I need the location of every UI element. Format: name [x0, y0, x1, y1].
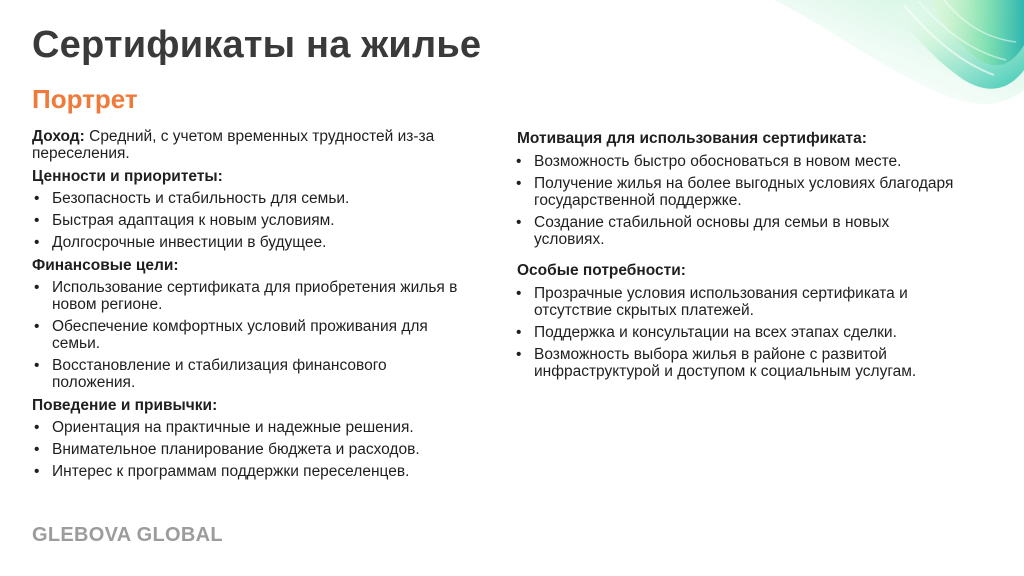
list-item: • Возможность быстро обосноваться в новом месте.: [514, 153, 954, 170]
list-item: • Получение жилья на более выгодных условиях благодаря государственной поддержке.: [514, 175, 954, 209]
financial-goals-list: [32, 279, 472, 391]
list-item: • Внимательное планирование бюджета и расходов.: [32, 441, 472, 458]
financial-goals-heading: Финансовые цели:: [32, 257, 179, 274]
list-item: • Безопасность и стабильность для семьи.: [32, 190, 472, 207]
list-item: • Использование сертификата для приобретения жилья в новом регионе.: [32, 279, 472, 313]
behavior-heading: Поведение и привычки:: [32, 397, 218, 414]
list-item: • Долгосрочные инвестиции в будущее.: [32, 234, 472, 251]
section-subtitle: Портрет: [32, 84, 138, 114]
left-column: [32, 128, 472, 486]
list-item: • Интерес к программам поддержки переселенцев.: [32, 463, 472, 480]
list-item: • Прозрачные условия использования сертификата и отсутствие скрытых платежей.: [514, 285, 954, 319]
list-item: • Обеспечение комфортных условий проживания для семьи.: [32, 318, 472, 352]
motivation-list: [514, 153, 954, 248]
behavior-list: [32, 419, 472, 480]
list-item: • Создание стабильной основы для семьи в новых условиях.: [514, 214, 954, 248]
special-needs-heading: Особые потребности:: [517, 262, 686, 279]
list-item: • Возможность выбора жилья в районе с развитой инфраструктурой и доступом к социальным услугам.: [514, 346, 954, 380]
right-column: [514, 130, 954, 386]
decorative-swirl-graphic: [694, 0, 1024, 120]
income-row: [32, 128, 472, 162]
income-label: Доход:: [32, 128, 85, 145]
list-item: • Быстрая адаптация к новым условиям.: [32, 212, 472, 229]
list-item: • Восстановление и стабилизация финансового положения.: [32, 357, 472, 391]
list-item: • Поддержка и консультации на всех этапах сделки.: [514, 324, 954, 341]
values-list: [32, 190, 472, 251]
list-item: • Ориентация на практичные и надежные решения.: [32, 419, 472, 436]
motivation-heading: Мотивация для использования сертификата:: [517, 130, 867, 147]
income-text: Средний, с учетом временных трудностей из-за переселения.: [32, 128, 435, 162]
special-needs-list: [514, 285, 954, 380]
values-heading: Ценности и приоритеты:: [32, 168, 223, 185]
page-title: Сертификаты на жилье: [32, 24, 482, 66]
footer-brand: GLEBOVA GLOBAL: [32, 524, 223, 546]
